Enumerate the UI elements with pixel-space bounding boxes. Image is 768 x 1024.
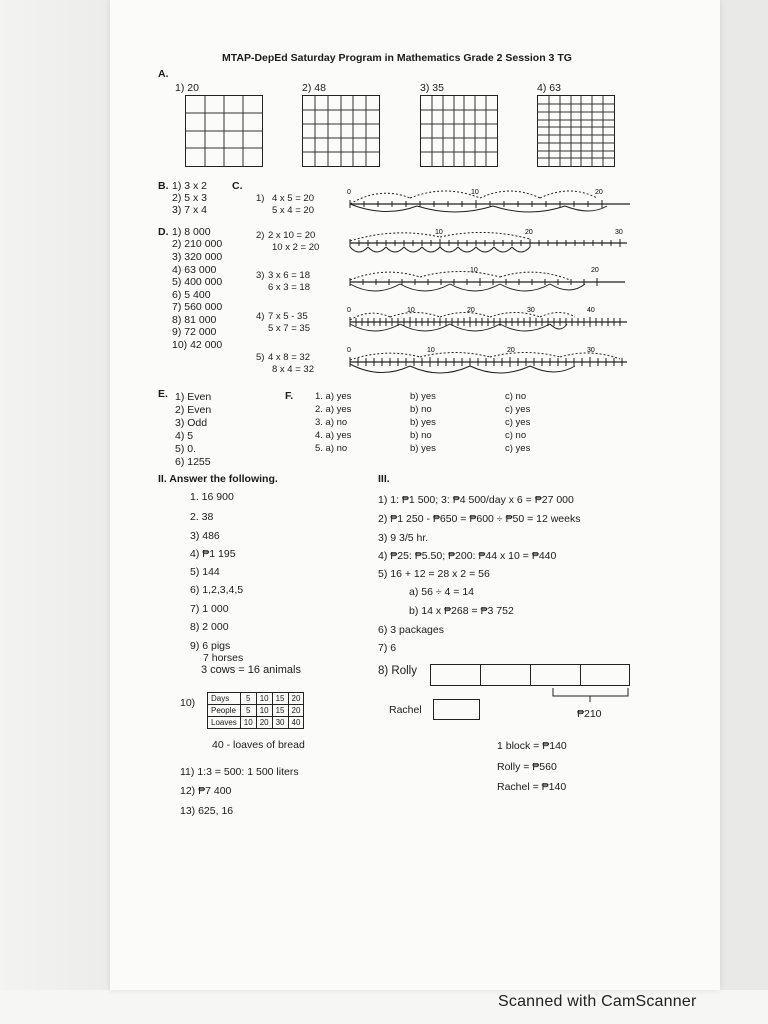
table-cell: 40: [288, 717, 304, 729]
table-cell: 30: [272, 717, 288, 729]
ii-item-3: 3) 486: [190, 530, 220, 542]
e-item-3: 3) Odd: [175, 417, 208, 429]
nl1-mark-2: 20: [595, 189, 603, 196]
d-item-2: 2) 210 000: [172, 238, 223, 250]
a-item-3: 3) 35: [420, 82, 444, 94]
f-row-2-c: c) yes: [505, 404, 531, 415]
table-cell: 10: [256, 693, 272, 705]
c-item-5-number: 5): [256, 352, 265, 363]
section-e-label: E.: [158, 388, 168, 400]
loaves-table: [207, 692, 304, 729]
table-cell: 20: [288, 693, 304, 705]
table-cell: 5: [240, 693, 256, 705]
ii-item-10-answer: 40 - loaves of bread: [212, 739, 305, 751]
scan-background: [0, 0, 110, 1024]
a-item-1: 1) 20: [175, 82, 199, 94]
ii-item-11: 11) 1:3 = 500: 1 500 liters: [180, 766, 299, 778]
d-item-4: 4) 63 000: [172, 264, 217, 276]
a-item-4: 4) 63: [537, 82, 561, 94]
c-item-5-line-2: 8 x 4 = 32: [272, 364, 314, 375]
e-item-2: 2) Even: [175, 404, 212, 416]
nl1-mark-0: 0: [347, 189, 351, 196]
section-a-label: A.: [158, 68, 169, 80]
number-line-4: [345, 302, 635, 342]
rachel-bar: [433, 699, 480, 720]
ii-item-10-label: 10): [180, 697, 196, 709]
iii-item-7: 7) 6: [378, 642, 397, 654]
table-cell: Days: [208, 693, 241, 705]
number-line-1: [345, 182, 635, 220]
ii-item-12: 12) ₱7 400: [180, 785, 232, 797]
nl2-mark-1: 20: [525, 229, 533, 236]
ii-item-9-line-3: 3 cows = 16 animals: [201, 664, 301, 676]
f-row-1-c: c) no: [505, 391, 527, 402]
section-d-label: D.: [158, 226, 169, 238]
section-b-label: B.: [158, 180, 169, 192]
iii-item-2: 2) ₱1 250 - ₱650 = ₱600 ÷ ₱50 = 12 weeks: [378, 513, 581, 525]
ii-item-13: 13) 625, 16: [180, 805, 234, 817]
d-item-10: 10) 42 000: [172, 339, 223, 351]
f-row-4-b: b) no: [410, 430, 432, 441]
ii-item-9-line-1: 9) 6 pigs: [190, 640, 231, 652]
nl2-mark-0: 10: [435, 229, 443, 236]
e-item-6: 6) 1255: [175, 456, 211, 468]
iii-item-3: 3) 9 3/5 hr.: [378, 532, 429, 544]
array-grid-1: [185, 95, 263, 167]
f-row-2-a: 2. a) yes: [315, 404, 352, 415]
table-cell: Loaves: [208, 717, 241, 729]
brace-value: ₱210: [577, 708, 602, 720]
iii-item-5b: b) 14 x ₱268 = ₱3 752: [409, 605, 514, 617]
nl1-mark-1: 10: [471, 189, 479, 196]
nl3-mark-0: 10: [470, 267, 478, 274]
nl4-mark-4: 40: [587, 307, 595, 314]
page-title: MTAP-DepEd Saturday Program in Mathematics Grade 2 Session 3 TG: [222, 52, 572, 64]
table-cell: 20: [288, 705, 304, 717]
b-item-3: 3) 7 x 4: [172, 204, 208, 216]
nl3-mark-1: 20: [591, 267, 599, 274]
iii-item-6: 6) 3 packages: [378, 624, 444, 636]
e-item-5: 5) 0.: [175, 443, 197, 455]
rolly-bar: [430, 664, 630, 686]
iii-item-4: 4) ₱25: ₱5.50; ₱200: ₱44 x 10 = ₱440: [378, 550, 557, 562]
table-row: [208, 717, 304, 729]
ii-item-8: 8) 2 000: [190, 621, 229, 633]
nl5-mark-1: 10: [427, 347, 435, 354]
ii-item-7: 7) 1 000: [190, 603, 229, 615]
number-line-3: [345, 262, 635, 302]
f-row-3-c: c) yes: [505, 417, 531, 428]
ii-item-5: 5) 144: [190, 566, 220, 578]
array-grid-3: [420, 95, 498, 167]
f-row-5-b: b) yes: [410, 443, 436, 454]
nl5-mark-2: 20: [507, 347, 515, 354]
camscanner-watermark: Scanned with CamScanner: [498, 993, 697, 1010]
e-item-1: 1) Even: [175, 391, 212, 403]
d-item-9: 9) 72 000: [172, 326, 217, 338]
f-row-5-c: c) yes: [505, 443, 531, 454]
nl5-mark-0: 0: [347, 347, 351, 354]
d-item-8: 8) 81 000: [172, 314, 217, 326]
d-item-3: 3) 320 000: [172, 251, 223, 263]
c-item-2-number: 2): [256, 230, 265, 241]
table-cell: 5: [240, 705, 256, 717]
f-row-3-b: b) yes: [410, 417, 436, 428]
d-item-5: 5) 400 000: [172, 276, 223, 288]
f-row-3-a: 3. a) no: [315, 417, 348, 428]
nl4-mark-3: 30: [527, 307, 535, 314]
b-item-1: 1) 3 x 2: [172, 180, 208, 192]
iii-item-5a: a) 56 ÷ 4 = 14: [409, 586, 475, 598]
c-item-4-number: 4): [256, 311, 265, 322]
table-cell: 10: [240, 717, 256, 729]
f-row-5-a: 5. a) no: [315, 443, 348, 454]
nl2-mark-2: 30: [615, 229, 623, 236]
part-ii-heading: II. Answer the following.: [158, 473, 278, 485]
iii-item-8-answer-3: Rachel = ₱140: [497, 781, 567, 793]
table-cell: 15: [272, 705, 288, 717]
part-iii-heading: III.: [378, 473, 390, 485]
table-row: [208, 705, 304, 717]
c-item-4-line-2: 5 x 7 = 35: [268, 323, 310, 334]
f-row-1-a: 1. a) yes: [315, 391, 352, 402]
nl5-mark-3: 30: [587, 347, 595, 354]
c-item-5-line-1: 4 x 8 = 32: [268, 352, 310, 363]
ii-item-4: 4) ₱1 195: [190, 548, 236, 560]
c-item-3-number: 3): [256, 270, 265, 281]
number-line-5: [345, 342, 635, 384]
rachel-label: Rachel: [389, 704, 422, 716]
e-item-4: 4) 5: [175, 430, 194, 442]
iii-item-8-answer-1: 1 block = ₱140: [497, 740, 567, 752]
d-item-6: 6) 5 400: [172, 289, 211, 301]
section-c-label: C.: [232, 180, 243, 192]
c-item-2-line-1: 2 x 10 = 20: [268, 230, 316, 241]
section-f-label: F.: [285, 390, 294, 402]
iii-item-8-label: 8) Rolly: [378, 665, 417, 677]
nl4-mark-1: 10: [407, 307, 415, 314]
brace-icon: [550, 686, 635, 706]
nl4-mark-0: 0: [347, 307, 351, 314]
ii-item-6: 6) 1,2,3,4,5: [190, 584, 244, 596]
f-row-2-b: b) no: [410, 404, 432, 415]
table-cell: 10: [256, 705, 272, 717]
ii-item-2: 2. 38: [190, 511, 214, 523]
b-item-2: 2) 5 x 3: [172, 192, 208, 204]
iii-item-1: 1) 1: ₱1 500; 3: ₱4 500/day x 6 = ₱27 000: [378, 494, 574, 506]
nl4-mark-2: 20: [467, 307, 475, 314]
a-item-2: 2) 48: [302, 82, 326, 94]
iii-item-8-answer-2: Rolly = ₱560: [497, 761, 557, 773]
array-grid-2: [302, 95, 380, 167]
ii-item-9-line-2: 7 horses: [203, 652, 244, 664]
f-row-1-b: b) yes: [410, 391, 436, 402]
d-item-1: 1) 8 000: [172, 226, 211, 238]
c-item-1-number: 1): [256, 193, 265, 204]
c-item-3-line-1: 3 x 6 = 18: [268, 270, 310, 281]
table-cell: People: [208, 705, 241, 717]
f-row-4-c: c) no: [505, 430, 527, 441]
iii-item-5: 5) 16 + 12 = 28 x 2 = 56: [378, 568, 490, 580]
ii-item-1: 1. 16 900: [190, 491, 234, 503]
array-grid-4: [537, 95, 615, 167]
c-item-1-line-1: 4 x 5 = 20: [272, 193, 314, 204]
c-item-2-line-2: 10 x 2 = 20: [272, 242, 320, 253]
table-cell: 20: [256, 717, 272, 729]
c-item-1-line-2: 5 x 4 = 20: [272, 205, 314, 216]
f-row-4-a: 4. a) yes: [315, 430, 352, 441]
c-item-4-line-1: 7 x 5 - 35: [268, 311, 308, 322]
table-row: [208, 693, 304, 705]
number-line-2: [345, 225, 635, 265]
d-item-7: 7) 560 000: [172, 301, 223, 313]
table-cell: 15: [272, 693, 288, 705]
c-item-3-line-2: 6 x 3 = 18: [268, 282, 310, 293]
